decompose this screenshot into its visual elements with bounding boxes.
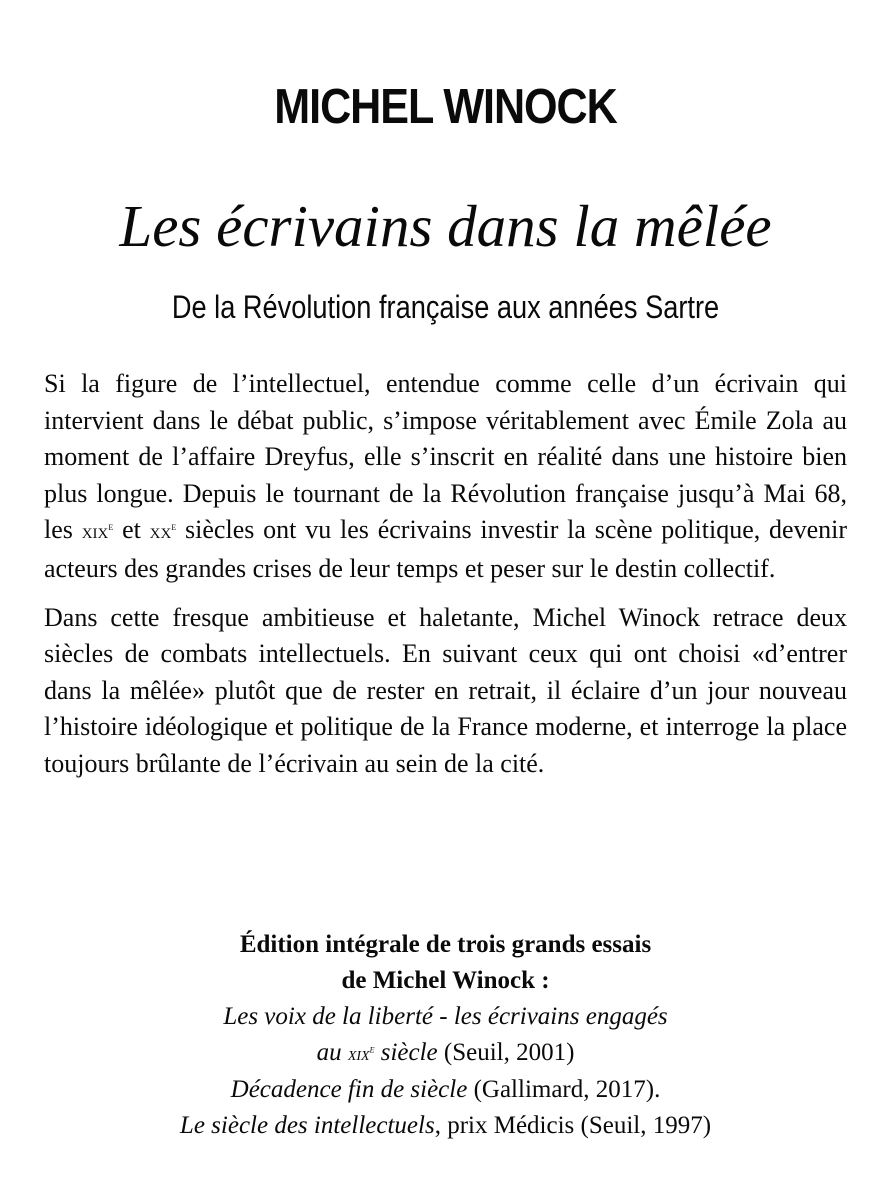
century-20-sup: e — [171, 521, 177, 534]
century-20-numeral: xx — [149, 520, 172, 544]
century-19-numeral: xix — [81, 520, 109, 544]
book-subtitle: De la Révolution française aux années Sartre — [171, 289, 720, 325]
work-1-century-sup: e — [369, 1043, 375, 1056]
blurb — [44, 366, 847, 783]
work-2 — [0, 1072, 891, 1108]
blurb-paragraph-1 — [44, 366, 847, 588]
work-3-info: , prix Médicis (Seuil, 1997) — [434, 1112, 712, 1139]
blurb-p1-text-a: Si la figure de l’intellectuel, entendue comme celle d’un écrivain qui intervient dans le débat public, s’impose véritablement avec Émile Zola au moment de l’affaire Dreyfus, elle s’inscrit en réalité dans une histoire bien plus longue. Depuis le tournant de la Révolution française jusqu’à Mai 68, les — [44, 369, 847, 545]
work-1-century-numeral: xix — [347, 1043, 370, 1065]
book-title: Les écrivains dans la mêlée — [119, 193, 772, 259]
blurb-p1-text-b: et — [113, 515, 150, 545]
work-1-line-1 — [0, 999, 891, 1035]
blurb-paragraph-2: Dans cette fresque ambitieuse et haletante, Michel Winock retrace deux siècles de combats intellectuels. En suivant ceux qui ont choisi «d’entrer dans la mêlée» plutôt que de rester en retrait, il éclaire d’un jour nouveau l’histoire idéologique et politique de la France moderne, et interroge la place toujours brûlante de l’écrivain au sein de la cité. — [44, 602, 847, 778]
work-1-line-2 — [0, 1035, 891, 1072]
work-3 — [0, 1108, 891, 1144]
century-19 — [82, 520, 114, 543]
work-2-title: Décadence fin de siècle — [230, 1076, 468, 1103]
edition-heading-line-1: Édition intégrale de trois grands essais — [239, 931, 652, 958]
work-1-title-post: siècle — [374, 1039, 438, 1066]
work-1-title-pre: au — [316, 1039, 348, 1066]
work-1-century — [348, 1043, 375, 1065]
century-20 — [150, 520, 177, 543]
edition-info — [0, 927, 891, 1144]
edition-heading-line-2: de Michel Winock : — [341, 967, 550, 994]
author-name: MICHEL WINOCK — [274, 80, 617, 134]
century-19-sup: e — [108, 521, 114, 534]
work-1-title-part-1: Les voix de la liberté - les écrivains engagés — [223, 1003, 668, 1030]
blurb-p1-text-c: siècles ont vu les écrivains investir la scène politique, devenir acteurs des grandes crises de leur temps et peser sur le destin collectif. — [44, 515, 848, 583]
work-1-info: (Seuil, 2001) — [437, 1039, 575, 1066]
work-3-title: Le siècle des intellectuels — [179, 1112, 435, 1139]
work-1-title-part-2 — [317, 1039, 438, 1066]
work-2-info: (Gallimard, 2017). — [467, 1076, 661, 1103]
